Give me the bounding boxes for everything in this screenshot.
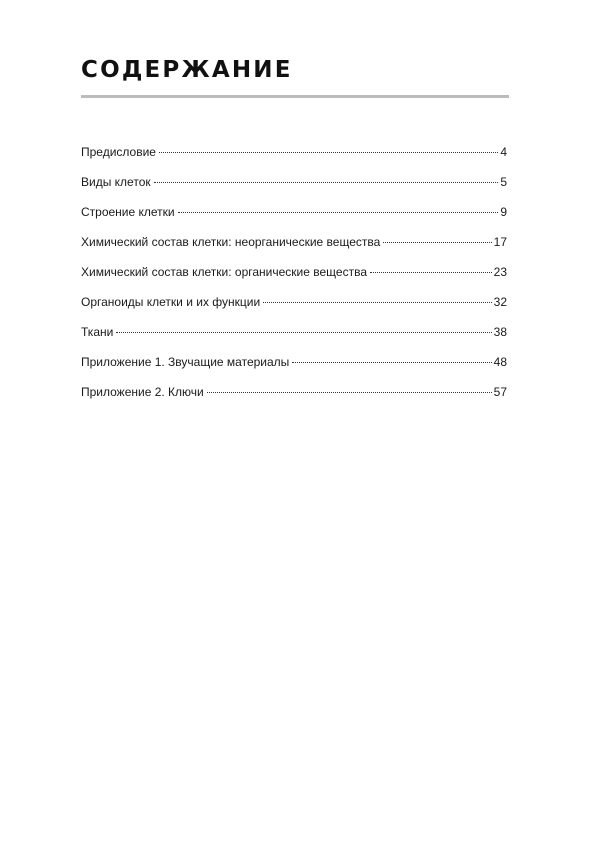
toc-entry-page: 9 xyxy=(500,205,507,219)
dot-leader xyxy=(154,182,499,183)
toc-entry-label: Приложение 1. Звучащие материалы xyxy=(81,355,290,369)
toc-entry-label: Органоиды клетки и их функции xyxy=(81,295,261,309)
toc-entry-appendix-2[interactable] xyxy=(81,382,507,412)
dot-leader xyxy=(263,302,491,303)
dot-leader xyxy=(178,212,499,213)
toc-entry-page: 38 xyxy=(493,325,507,339)
toc-entry-page: 5 xyxy=(500,175,507,189)
dot-leader xyxy=(370,272,492,273)
toc-entry-cell-types[interactable] xyxy=(81,172,507,202)
dot-leader xyxy=(292,362,491,363)
title-divider xyxy=(81,95,509,98)
toc-entry-organelles[interactable] xyxy=(81,292,507,322)
toc-entry-appendix-1[interactable] xyxy=(81,352,507,382)
toc-entry-inorganic[interactable] xyxy=(81,232,507,262)
toc-entry-preface[interactable] xyxy=(81,142,507,172)
page-title: СОДЕРЖАНИЕ xyxy=(81,57,293,83)
toc-entry-tissues[interactable] xyxy=(81,322,507,352)
toc-entry-organic[interactable] xyxy=(81,262,507,292)
toc-entry-label: Предисловие xyxy=(81,145,156,159)
toc-entry-label: Строение клетки xyxy=(81,205,175,219)
dot-leader xyxy=(207,392,492,393)
toc-entry-label: Ткани xyxy=(81,325,114,339)
toc-entry-cell-structure[interactable] xyxy=(81,202,507,232)
toc-entry-page: 48 xyxy=(493,355,507,369)
toc-entry-label: Приложение 2. Ключи xyxy=(81,385,204,399)
toc-entry-page: 57 xyxy=(493,385,507,399)
dot-leader xyxy=(116,332,491,333)
dot-leader xyxy=(383,242,491,243)
toc-entry-label: Виды клеток xyxy=(81,175,151,189)
toc-entry-label: Химический состав клетки: неорганические вещества xyxy=(81,235,381,249)
table-of-contents xyxy=(81,142,507,412)
toc-entry-label: Химический состав клетки: органические вещества xyxy=(81,265,367,279)
toc-entry-page: 4 xyxy=(500,145,507,159)
toc-entry-page: 32 xyxy=(493,295,507,309)
toc-entry-page: 17 xyxy=(493,235,507,249)
toc-entry-page: 23 xyxy=(493,265,507,279)
dot-leader xyxy=(159,152,498,153)
